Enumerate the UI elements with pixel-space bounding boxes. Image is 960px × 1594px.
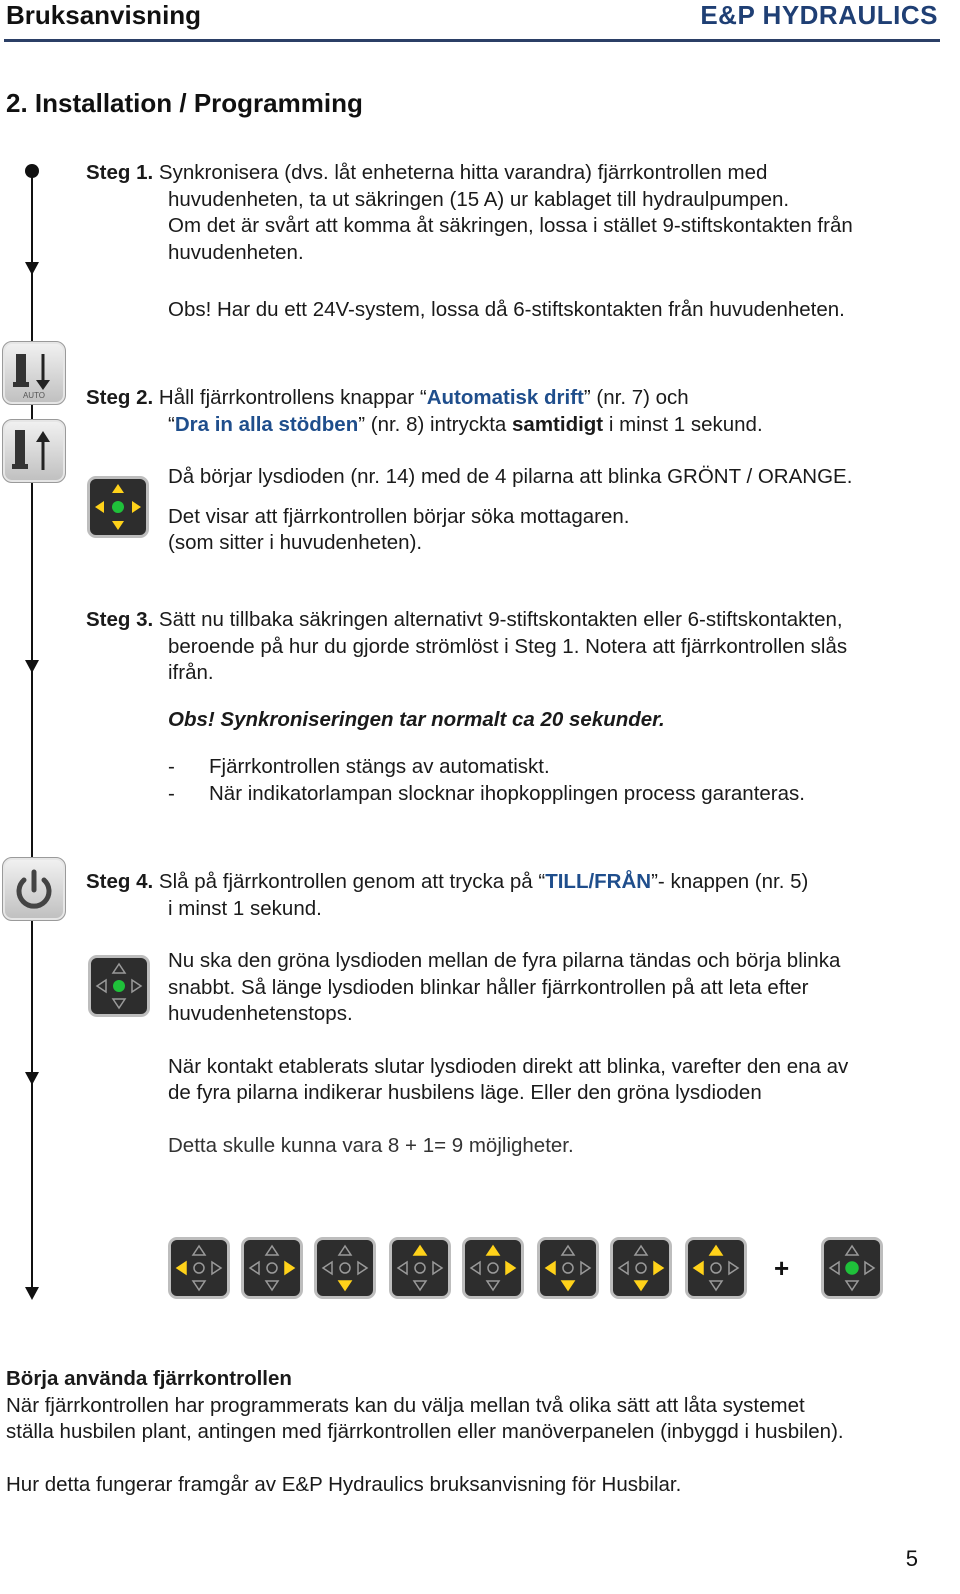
usage-title: Börja använda fjärrkontrollen <box>6 1367 292 1390</box>
step2-text-a: Håll fjärrkontrollens knappar “ <box>158 386 427 409</box>
step1-obs: Obs! Har du ett 24V-system, lossa då 6-stiftskontakten från huvudenheten. <box>168 298 845 321</box>
step4-p2-line1: Nu ska den gröna lysdioden mellan de fyra pilarna tändas och börja blinka <box>168 949 841 972</box>
keypad-state-icon <box>537 1237 599 1299</box>
keypad-state-icon <box>168 1237 230 1299</box>
step4-p2-line2: snabbt. Så länge lysdioden blinkar håller fjärrkontrollen på att leta efter <box>168 975 809 999</box>
step1-line3: Om det är svårt att komma åt säkringen, lossa i stället 9-stiftskontakten från <box>168 214 853 237</box>
step4-p3-line1: När kontakt etablerats slutar lysdioden direkt att blinka, varefter den ena av <box>168 1054 849 1078</box>
step2-text-b: ” (nr. 7) och <box>583 386 689 409</box>
timeline-line <box>31 170 33 1290</box>
step2-block <box>86 385 946 557</box>
brand-name: E&P HYDRAULICS <box>700 0 938 30</box>
step4-p3-line2: de fyra pilarna indikerar husbilens läge. Eller den gröna lysdioden <box>168 1081 762 1104</box>
step2-search-text-2: (som sitter i huvudenheten). <box>168 531 423 554</box>
step3-line3: ifrån. <box>168 661 214 684</box>
bullet-dash: - <box>168 781 175 805</box>
simultaneously-term: samtidigt <box>512 412 604 436</box>
step2-label: Steg 2. <box>86 386 154 409</box>
timeline-arrow-icon <box>25 1287 39 1300</box>
step1-block <box>86 160 946 324</box>
step3-text: Sätt nu tillbaka säkringen alternativt 9-stiftskontakten eller 6-stiftskontakten, <box>158 608 843 631</box>
step3-bullet-2 <box>86 781 946 808</box>
step4-possibilities: Detta skulle kunna vara 8 + 1= 9 möjligheter. <box>168 1133 574 1157</box>
step2-led-text: Då börjar lysdioden (nr. 14) med de 4 pilarna att blinka GRÖNT / ORANGE. <box>168 465 853 488</box>
doc-title: Bruksanvisning <box>6 0 202 30</box>
keypad-state-icon <box>610 1237 672 1299</box>
step1-line4: huvudenheten. <box>168 240 304 264</box>
usage-line-3: Hur detta fungerar framgår av E&P Hydraulics bruksanvisning för Husbilar. <box>6 1472 682 1496</box>
step4-text-a: Slå på fjärrkontrollen genom att trycka på “ <box>158 870 546 893</box>
step3-block <box>86 607 946 807</box>
keypad-state-icon <box>821 1237 883 1299</box>
keypad-state-icon <box>685 1237 747 1299</box>
step1-label: Steg 1. <box>86 161 154 184</box>
keypad-state-icon <box>389 1237 451 1299</box>
step2-text-c: “ <box>168 412 175 436</box>
usage-line-1: När fjärrkontrollen har programmerats kan du välja mellan två olika sätt att låta systemet <box>6 1393 805 1417</box>
timeline-arrow-icon <box>25 262 39 275</box>
step4-label: Steg 4. <box>86 870 154 893</box>
page-number: 5 <box>905 1546 918 1571</box>
step4-p2-line3: huvudenhetenstops. <box>168 1002 353 1025</box>
usage-section <box>6 1366 956 1498</box>
step4-text-b: ”- knappen (nr. 5) <box>651 870 809 893</box>
step2-search-text: Det visar att fjärrkontrollen börjar söka mottagaren. <box>168 504 630 528</box>
keypad-state-icon <box>314 1237 376 1299</box>
auto-mode-term: Automatisk drift <box>426 386 584 409</box>
bullet-text: När indikatorlampan slocknar ihopkopplingen process garanteras. <box>209 781 805 805</box>
step3-label: Steg 3. <box>86 608 154 631</box>
timeline-arrow-icon <box>25 1072 39 1085</box>
step1-text: Synkronisera (dvs. låt enheterna hitta varandra) fjärrkontrollen med <box>158 161 768 184</box>
auto-icon-label: AUTO <box>22 391 46 400</box>
step4-line2: i minst 1 sekund. <box>168 896 322 920</box>
timeline-arrow-icon <box>25 660 39 673</box>
usage-line-2: ställa husbilen plant, antingen med fjärrkontrollen eller manöverpanelen (inbyggd i husbilen). <box>6 1420 844 1443</box>
step3-obs: Obs! Synkroniseringen tar normalt ca 20 sekunder. <box>168 707 665 731</box>
retract-legs-button-icon <box>2 419 66 483</box>
power-button-icon <box>2 857 66 921</box>
step2-text-e: i minst 1 sekund. <box>603 412 763 436</box>
step2-text-d: ” (nr. 8) intryckta <box>358 412 513 436</box>
auto-mode-button-icon <box>2 341 66 405</box>
retract-legs-term: Dra in alla stödben <box>174 412 359 436</box>
step3-bullet-1 <box>86 754 946 781</box>
bullet-text: Fjärrkontrollen stängs av automatiskt. <box>209 755 550 778</box>
keypad-state-icon <box>241 1237 303 1299</box>
step3-line2: beroende på hur du gjorde strömlöst i Steg 1. Notera att fjärrkontrollen slås <box>168 634 848 658</box>
bullet-dash: - <box>168 755 175 778</box>
step1-line2: huvudenheten, ta ut säkringen (15 A) ur kablaget till hydraulpumpen. <box>168 187 790 211</box>
section-title: 2. Installation / Programming <box>6 88 363 118</box>
plus-sign: + <box>774 1253 790 1283</box>
power-term: TILL/FRÅN <box>545 870 652 893</box>
keypad-state-icon <box>462 1237 524 1299</box>
step4-block <box>86 869 946 1159</box>
header-divider <box>4 39 940 42</box>
